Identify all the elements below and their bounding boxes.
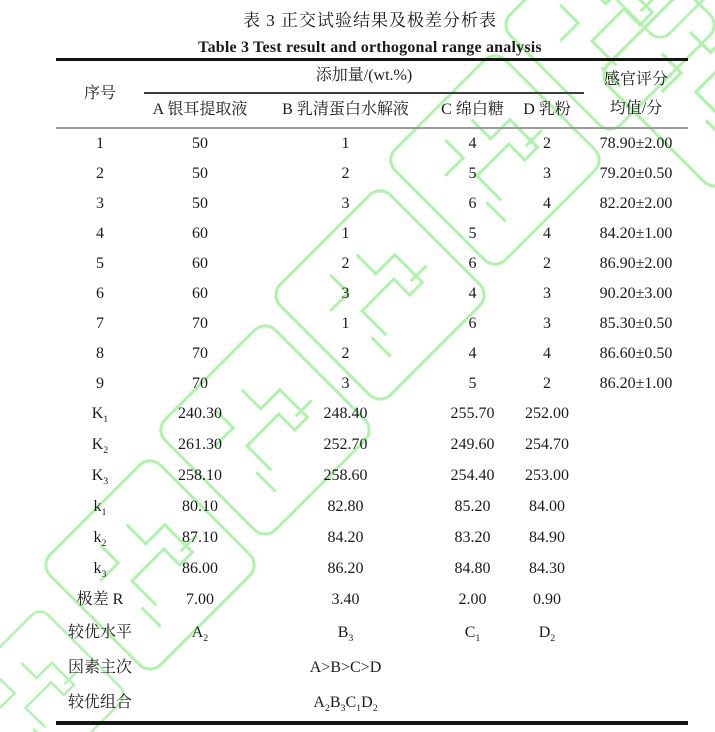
stat-c: 249.60 (450, 436, 495, 454)
header-score-line1: 感官评分 (603, 71, 668, 88)
header-factor-d: D 乳粉 (510, 93, 584, 128)
cell-b: 1 (341, 314, 350, 332)
stat-empty (584, 399, 688, 430)
cell-serial: 3 (96, 194, 104, 212)
cell-serial: 4 (96, 224, 104, 242)
cell-serial: 6 (96, 284, 104, 302)
stat-b: A>B>C>D (309, 659, 382, 677)
stat-row-k3 (56, 554, 688, 585)
stat-c: 2.00 (458, 591, 487, 609)
stat-empty (144, 686, 256, 723)
stat-row-factor-order (56, 651, 688, 686)
stat-b: $B_3$ (337, 624, 354, 645)
stat-empty (584, 523, 688, 554)
cell-serial: 9 (96, 374, 104, 392)
cell-b: 2 (341, 344, 350, 362)
stat-b: 86.20 (327, 560, 364, 578)
cell-score: 86.90±2.00 (599, 254, 673, 272)
stat-row-optimal-combination (56, 686, 688, 723)
cell-c: 4 (468, 344, 477, 362)
cell-score: 86.60±0.50 (599, 344, 673, 362)
cell-score: 86.20±1.00 (599, 374, 673, 392)
stat-c: 255.70 (450, 405, 495, 423)
header-factor-c: C 绵白糖 (435, 93, 510, 128)
stat-label: 因素主次 (67, 659, 132, 677)
cell-c: 6 (468, 314, 477, 332)
cell-d: 2 (543, 134, 551, 152)
stat-a: 258.10 (178, 467, 222, 485)
cell-d: 4 (543, 224, 551, 242)
cell-b: 1 (341, 134, 350, 152)
cell-serial: 8 (96, 344, 104, 362)
stat-b: 258.60 (323, 467, 368, 485)
cell-b: 3 (341, 284, 350, 302)
cell-a: 50 (192, 134, 208, 152)
table-row (56, 279, 688, 309)
table-title-zh: 表 3 正交试验结果及极差分析表 (243, 11, 497, 30)
stat-a: 240.30 (178, 405, 222, 423)
cell-score: 78.90±2.00 (599, 134, 673, 152)
header-factor-a: A 银耳提取液 (144, 93, 256, 128)
header-additive-group: 添加量/(wt.%) (144, 60, 584, 94)
cell-d: 3 (543, 314, 551, 332)
cell-d: 2 (543, 374, 551, 392)
table-row (56, 309, 688, 339)
stat-empty (510, 686, 584, 723)
cell-serial: 1 (96, 134, 104, 152)
cell-c: 5 (468, 164, 477, 182)
stat-d: 254.70 (525, 436, 569, 454)
table-row (56, 339, 688, 369)
cell-a: 60 (192, 224, 208, 242)
orthogonal-analysis-table (56, 58, 688, 725)
stat-label: $K_2$ (91, 436, 109, 457)
cell-a: 50 (192, 164, 208, 182)
cell-a: 60 (192, 284, 208, 302)
stat-empty (435, 651, 510, 686)
stat-d: 84.00 (529, 498, 565, 516)
stat-row-K1 (56, 399, 688, 430)
cell-a: 70 (192, 374, 208, 392)
cell-b: 2 (341, 164, 350, 182)
stat-empty (144, 651, 256, 686)
stat-a: 86.00 (182, 560, 218, 578)
stat-a: $A_2$ (191, 624, 209, 645)
cell-a: 70 (192, 344, 208, 362)
stat-c: $C_1$ (464, 624, 481, 645)
stat-d: 84.90 (529, 529, 565, 547)
stat-row-K3 (56, 461, 688, 492)
cell-serial: 5 (96, 254, 104, 272)
cell-d: 4 (543, 194, 551, 212)
header-row-group (56, 60, 688, 94)
cell-d: 2 (543, 254, 551, 272)
cell-c: 6 (468, 254, 477, 272)
stat-b: 252.70 (323, 436, 368, 454)
cell-c: 6 (468, 194, 477, 212)
cell-c: 4 (468, 134, 477, 152)
cell-a: 50 (192, 194, 208, 212)
cell-score: 79.20±0.50 (599, 164, 673, 182)
table-caption (30, 6, 710, 57)
stat-label: $k_1$ (93, 498, 107, 519)
stat-d: 253.00 (525, 467, 569, 485)
cell-c: 5 (468, 374, 477, 392)
stat-c: 85.20 (454, 498, 491, 516)
cell-d: 4 (543, 344, 551, 362)
stat-b: $A_2B_3C_1D_2$ (313, 694, 378, 715)
stat-empty (435, 686, 510, 723)
stat-a: 7.00 (186, 591, 214, 609)
stat-empty (584, 651, 688, 686)
table-row (56, 128, 688, 159)
stat-c: 254.40 (450, 467, 495, 485)
stat-empty (584, 492, 688, 523)
stat-b: 82.80 (327, 498, 364, 516)
stat-a: 80.10 (182, 498, 218, 516)
stat-c: 83.20 (454, 529, 491, 547)
stat-empty (584, 461, 688, 492)
stat-c: 84.80 (454, 560, 491, 578)
stat-label: $K_1$ (91, 405, 109, 426)
table-title-en: Table 3 Test result and orthogonal range analysis (198, 39, 542, 56)
stat-empty (584, 430, 688, 461)
cell-c: 4 (468, 284, 477, 302)
cell-serial: 2 (96, 164, 104, 182)
stat-label: 极差 R (76, 591, 124, 609)
stat-b: 248.40 (323, 405, 368, 423)
header-score-line2: 均值/分 (609, 100, 663, 117)
stat-empty (584, 554, 688, 585)
cell-serial: 7 (96, 314, 104, 332)
table-row (56, 219, 688, 249)
stat-a: 261.30 (178, 436, 222, 454)
stat-d: 0.90 (533, 591, 561, 609)
stat-label: $k_3$ (93, 560, 107, 581)
header-factor-b: B 乳清蛋白水解液 (256, 93, 435, 128)
stat-empty (510, 651, 584, 686)
stat-b: 3.40 (331, 591, 360, 609)
header-sensory-score (584, 60, 688, 129)
stat-label: 较优水平 (67, 624, 132, 642)
stat-empty (584, 686, 688, 723)
stat-empty (584, 585, 688, 616)
table-row (56, 189, 688, 219)
cell-b: 1 (341, 224, 350, 242)
cell-score: 84.20±1.00 (599, 224, 673, 242)
cell-a: 60 (192, 254, 208, 272)
cell-b: 3 (341, 374, 350, 392)
stat-d: $D_2$ (538, 624, 556, 645)
stat-label: 较优组合 (67, 694, 132, 712)
stat-row-K2 (56, 430, 688, 461)
header-serial: 序号 (56, 60, 144, 129)
table-row (56, 159, 688, 189)
cell-c: 5 (468, 224, 477, 242)
stat-d: 84.30 (529, 560, 565, 578)
cell-b: 3 (341, 194, 350, 212)
cell-a: 70 (192, 314, 208, 332)
cell-score: 90.20±3.00 (599, 284, 673, 302)
table-row (56, 369, 688, 399)
stat-row-optimal-level (56, 616, 688, 651)
cell-b: 2 (341, 254, 350, 272)
cell-score: 82.20±2.00 (599, 194, 673, 212)
cell-d: 3 (543, 164, 551, 182)
cell-score: 85.30±0.50 (599, 314, 673, 332)
stat-empty (584, 616, 688, 651)
stat-row-k1 (56, 492, 688, 523)
cell-d: 3 (543, 284, 551, 302)
stat-label: $k_2$ (93, 529, 107, 550)
stat-d: 252.00 (525, 405, 569, 423)
stat-b: 84.20 (327, 529, 364, 547)
table-row (56, 249, 688, 279)
stat-a: 87.10 (182, 529, 218, 547)
stat-row-range (56, 585, 688, 616)
stat-row-k2 (56, 523, 688, 554)
stat-label: $K_3$ (91, 467, 109, 488)
